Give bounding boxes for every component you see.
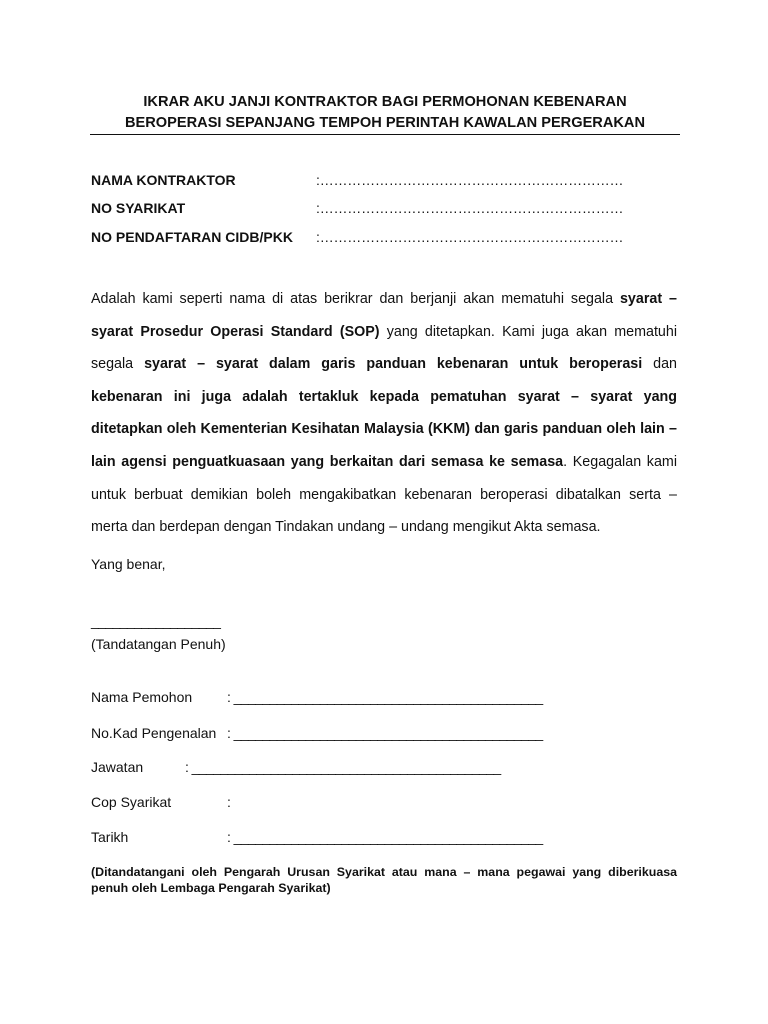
- sign-field-label: Jawatan: [91, 759, 144, 775]
- paragraph-text: yang ditetapkan. Kami juga akan mematuhi segala: [91, 323, 677, 373]
- field-label: NAMA KONTRAKTOR: [91, 172, 236, 188]
- sign-field-jawatan: [91, 759, 691, 779]
- signature-caption: (Tandatangan Penuh): [91, 636, 226, 652]
- field-nama-kontraktor: [91, 172, 651, 192]
- sign-field-tarikh: [91, 829, 691, 849]
- paragraph-text: dan: [642, 356, 678, 373]
- sign-field-line: : ___________________________________________: [227, 725, 543, 741]
- sign-field-line: : ___________________________________________: [185, 759, 501, 775]
- sign-field-label: Nama Pemohon: [91, 689, 193, 705]
- sign-field-nama-pemohon: [91, 689, 691, 709]
- pledge-paragraph: [91, 283, 677, 544]
- paragraph-bold-text: kebenaran ini juga adalah tertakluk kepada pematuhan syarat – syarat yang ditetapkan oleh Kementerian Kesihatan Malaysia (KKM) dan garis panduan oleh lain – lain agensi penguatkuasaan yang berkaitan dari semasa ke semasa: [91, 388, 677, 470]
- title-underline: [90, 134, 680, 135]
- paragraph-bold-text: syarat – syarat dalam garis panduan kebenaran untuk beroperasi: [144, 356, 643, 373]
- sign-field-line: : ___________________________________________: [227, 829, 543, 845]
- paragraph-text: . Kegagalan kami untuk berbuat demikian boleh mengakibatkan kebenaran beroperasi dibatalkan serta – merta dan berdepan dengan Tindakan undang – undang mengikut Akta semasa.: [91, 453, 677, 536]
- closing-text: Yang benar,: [91, 556, 166, 572]
- title-line-2: BEROPERASI SEPANJANG TEMPOH PERINTAH KAWALAN PERGERAKAN: [124, 115, 645, 131]
- sign-field-cop-syarikat: [91, 794, 691, 814]
- field-no-syarikat: [91, 200, 651, 220]
- sign-field-label: No.Kad Pengenalan: [91, 725, 217, 741]
- sign-field-label: Cop Syarikat: [91, 794, 172, 810]
- field-fill-line: :…………………………………………………………: [316, 172, 624, 188]
- paragraph-text: Adalah kami seperti nama di atas berikrar dan berjanji akan mematuhi segala: [91, 291, 620, 307]
- field-label: NO SYARIKAT: [91, 200, 186, 216]
- signature-line: __________________: [91, 613, 221, 629]
- title-line-1: IKRAR AKU JANJI KONTRAKTOR BAGI PERMOHONAN KEBENARAN: [143, 94, 627, 110]
- sign-field-label: Tarikh: [91, 829, 129, 845]
- field-fill-line: :…………………………………………………………: [316, 229, 624, 245]
- sign-field-no-kad-pengenalan: [91, 725, 691, 745]
- sign-field-line: :: [227, 794, 231, 810]
- sign-field-line: : ___________________________________________: [227, 689, 543, 705]
- paragraph-bold-text: syarat – syarat Prosedur Operasi Standard (SOP): [91, 291, 677, 340]
- document-title: [90, 92, 680, 134]
- signatory-note: (Ditandatangani oleh Pengarah Urusan Syarikat atau mana – mana pegawai yang diberikuasa penuh oleh Lembaga Pengarah Syarikat): [91, 865, 677, 895]
- field-fill-line: :…………………………………………………………: [316, 200, 624, 216]
- field-no-pendaftaran: [91, 229, 651, 249]
- field-label: NO PENDAFTARAN CIDB/PKK: [91, 229, 293, 245]
